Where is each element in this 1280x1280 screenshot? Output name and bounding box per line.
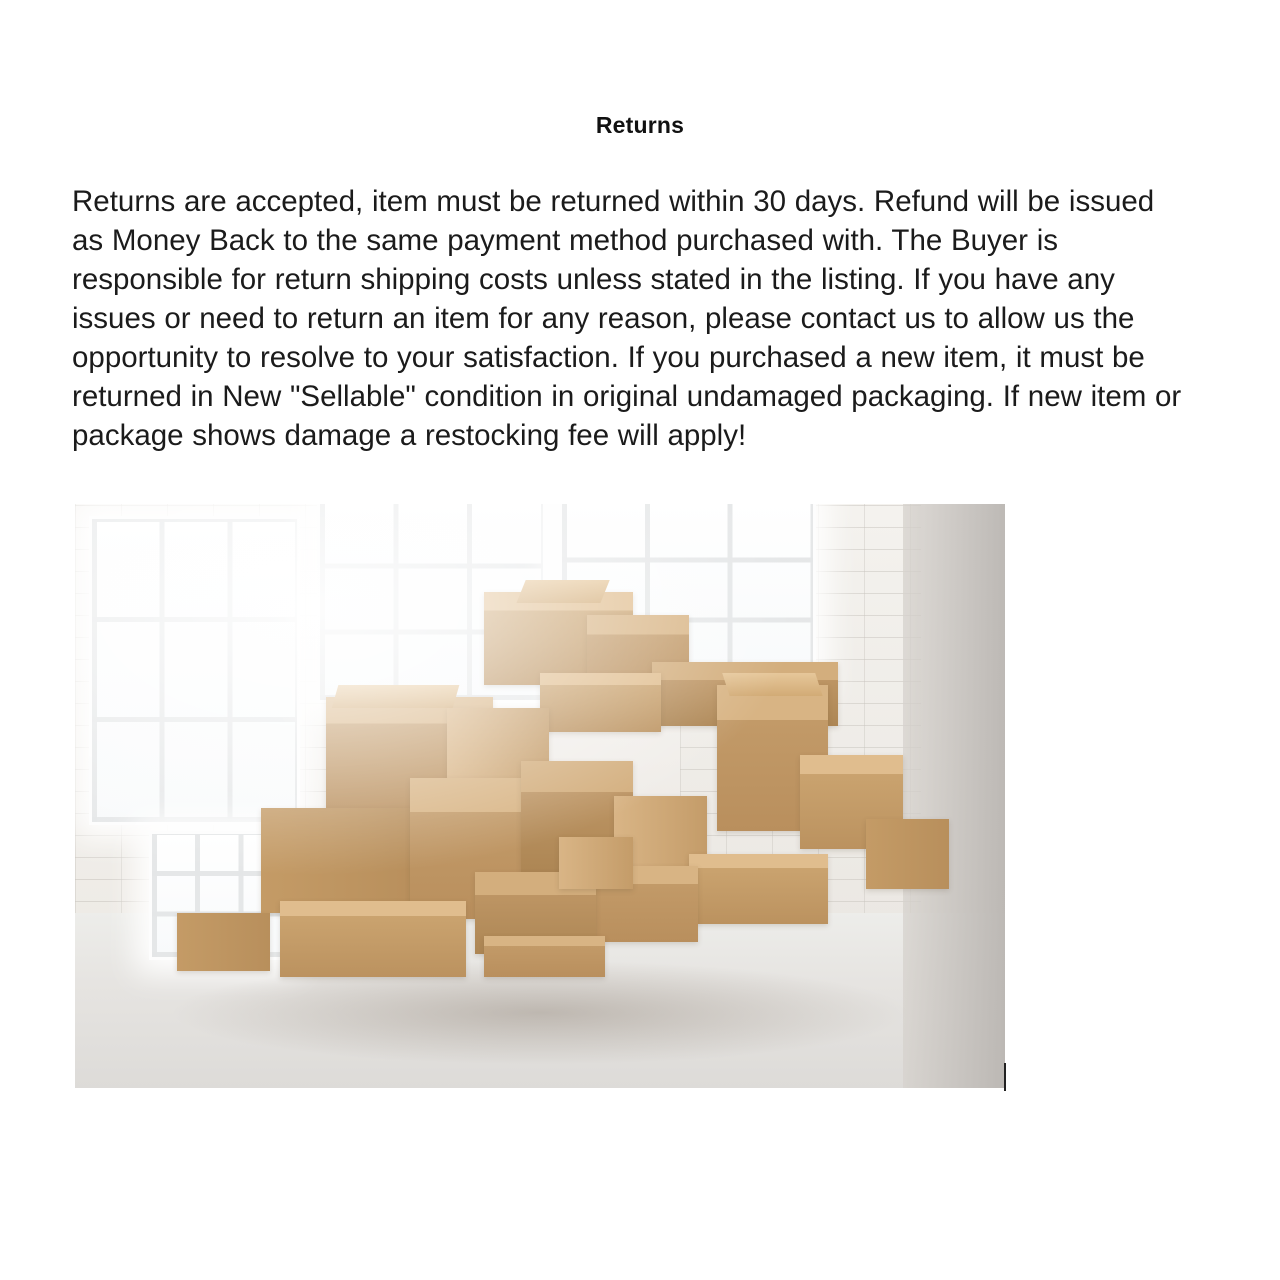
- box-flap-left-upper: [332, 685, 460, 708]
- box-mid-back: [540, 673, 661, 731]
- box-flap-top: [517, 580, 610, 603]
- page-title: Returns: [595, 112, 685, 138]
- returns-policy-text: Returns are accepted, item must be returned within 30 days. Refund will be issued as Money Back to the same payment method purchased with. The Buyer is responsible for return shipping costs unless stated in the listing. If you have any issues or need to return an item for any reason, please contact us to allow us the opportunity to resolve to your satisfaction. If you purchased a new item, it must be returned in New "Sellable" condition in original undamaged packaging. If new item or package shows damage a restocking fee will apply!: [72, 185, 1182, 452]
- box-right-front: [689, 854, 829, 924]
- returns-photo: [75, 504, 1005, 1088]
- box-left-mid: [261, 808, 419, 913]
- box-front-left-wide: [280, 901, 466, 977]
- box-flap-right: [722, 673, 823, 696]
- box-small-center: [559, 837, 633, 890]
- text-cursor: [1004, 1063, 1006, 1091]
- window-left: [89, 516, 300, 826]
- box-far-right-low: [866, 819, 950, 889]
- wall-panel-right: [903, 504, 1005, 1088]
- box-front-far-left: [177, 913, 270, 971]
- photo-content: [75, 504, 1005, 1088]
- box-floor-front: [484, 936, 605, 977]
